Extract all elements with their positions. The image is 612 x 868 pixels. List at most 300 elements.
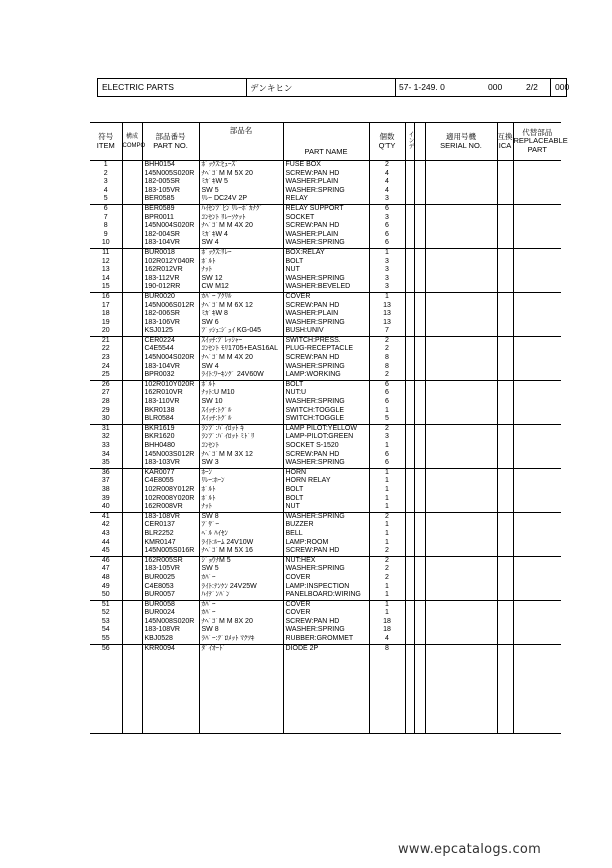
part-number: 183-105VR <box>142 565 199 574</box>
compo-cell <box>122 486 142 495</box>
serial-cell <box>425 503 497 512</box>
blank-cell <box>414 310 425 319</box>
replaceable-cell <box>513 644 561 653</box>
ica-cell <box>497 433 513 442</box>
replaceable-cell <box>513 292 561 301</box>
replaceable-cell <box>513 275 561 284</box>
part-name-jp: SW 4 <box>199 239 283 248</box>
replaceable-cell <box>513 574 561 583</box>
ica-cell <box>497 398 513 407</box>
replaceable-cell <box>513 258 561 267</box>
blank-cell <box>414 407 425 416</box>
compo-cell <box>122 231 142 240</box>
compo-cell <box>122 292 142 301</box>
replaceable-cell <box>513 512 561 521</box>
compo-cell <box>122 389 142 398</box>
part-number: 183-105VR <box>142 187 199 196</box>
page-number: 2/2 <box>526 82 538 92</box>
part-name: SCREW:PAN HD <box>283 302 369 311</box>
ica-cell <box>497 459 513 468</box>
item-number: 19 <box>101 318 110 326</box>
ica-cell <box>497 363 513 372</box>
replaceable-cell <box>513 591 561 600</box>
blank-cell <box>414 214 425 223</box>
part-name-jp: CW M12 <box>199 283 283 292</box>
part-name: SCREW:PAN HD <box>283 222 369 231</box>
part-name-jp: ﾅﾍﾞｺﾞM M 5X 16 <box>199 547 283 556</box>
replaceable-cell <box>513 354 561 363</box>
compo-cell <box>122 302 142 311</box>
replaceable-cell <box>513 336 561 345</box>
table-row <box>90 398 561 407</box>
part-name: LAMP:ROOM <box>283 539 369 548</box>
in-cell <box>405 371 414 380</box>
in-cell <box>405 547 414 556</box>
quantity: 3 <box>369 283 405 292</box>
part-name: SCREW:PAN HD <box>283 170 369 179</box>
blank-cell <box>199 653 283 734</box>
compo-cell <box>122 258 142 267</box>
replaceable-cell <box>513 283 561 292</box>
quantity: 2 <box>369 424 405 433</box>
in-cell <box>405 389 414 398</box>
part-name: BUSH:UNIV <box>283 327 369 336</box>
col-part-name-jp: 部品名 <box>199 123 283 161</box>
quantity: 6 <box>369 204 405 213</box>
part-name: BOX:RELAY <box>283 248 369 257</box>
in-cell <box>405 310 414 319</box>
ica-cell <box>497 539 513 548</box>
part-number: BKR0138 <box>142 407 199 416</box>
serial-cell <box>425 283 497 292</box>
part-name: WASHER:SPRING <box>283 319 369 328</box>
in-cell <box>405 248 414 257</box>
blank-cell <box>414 170 425 179</box>
part-number: 162R010VR <box>142 389 199 398</box>
item-number: 18 <box>101 310 110 318</box>
part-name-jp: ﾅｯﾄ <box>199 503 283 512</box>
blank-cell <box>414 459 425 468</box>
quantity: 6 <box>369 389 405 398</box>
table-row <box>90 591 561 600</box>
in-cell <box>405 239 414 248</box>
replaceable-cell <box>513 380 561 389</box>
compo-cell <box>122 530 142 539</box>
compo-cell <box>122 407 142 416</box>
quantity: 3 <box>369 214 405 223</box>
replaceable-cell <box>513 187 561 196</box>
ica-cell <box>497 565 513 574</box>
col-part-name: PART NAME <box>283 123 369 161</box>
serial-cell <box>425 302 497 311</box>
in-cell <box>405 283 414 292</box>
in-cell <box>405 187 414 196</box>
compo-cell <box>122 222 142 231</box>
serial-cell <box>425 635 497 644</box>
compo-cell <box>122 626 142 635</box>
compo-cell <box>122 521 142 530</box>
part-name-jp: ﾘﾚｰ DC24V 2P <box>199 195 283 204</box>
part-name: BOLT <box>283 258 369 267</box>
blank-cell <box>414 556 425 565</box>
part-name: RELAY SUPPORT <box>283 204 369 213</box>
serial-cell <box>425 214 497 223</box>
compo-cell <box>122 609 142 618</box>
replaceable-cell <box>513 222 561 231</box>
blank-cell <box>414 495 425 504</box>
item-number: 23 <box>101 354 110 362</box>
part-number: 183-103VR <box>142 459 199 468</box>
replaceable-cell <box>513 495 561 504</box>
serial-cell <box>425 380 497 389</box>
serial-cell <box>425 239 497 248</box>
table-row <box>90 626 561 635</box>
part-name: LAMP:INSPECTION <box>283 583 369 592</box>
part-name-jp: ﾘﾚｰ:ﾎｰﾝ <box>199 477 283 486</box>
table-row <box>90 345 561 354</box>
blank-cell <box>414 161 425 170</box>
table-row <box>90 222 561 231</box>
in-cell <box>405 530 414 539</box>
part-name: LAMP PILOT:YELLOW <box>283 424 369 433</box>
part-number: 183-108VR <box>142 512 199 521</box>
ica-cell <box>497 618 513 627</box>
table-row <box>90 539 561 548</box>
compo-cell <box>122 170 142 179</box>
table-row <box>90 442 561 451</box>
table-row <box>90 248 561 257</box>
replaceable-cell <box>513 626 561 635</box>
quantity: 1 <box>369 407 405 416</box>
revision: 000 <box>488 82 503 92</box>
blank-cell <box>90 653 122 734</box>
ica-cell <box>497 345 513 354</box>
in-cell <box>405 178 414 187</box>
table-row <box>90 512 561 521</box>
part-number: CER0224 <box>142 336 199 345</box>
replaceable-cell <box>513 266 561 275</box>
blank-cell <box>414 618 425 627</box>
part-name-jp: ﾅﾍﾞｺﾞM M 4X 20 <box>199 354 283 363</box>
item-number: 42 <box>101 521 110 529</box>
item-number: 31 <box>90 424 122 433</box>
quantity: 6 <box>369 451 405 460</box>
ica-cell <box>497 258 513 267</box>
ica-cell <box>497 415 513 424</box>
part-name-jp: SW 12 <box>199 275 283 284</box>
compo-cell <box>122 618 142 627</box>
blank-cell <box>414 398 425 407</box>
ica-cell <box>497 371 513 380</box>
quantity: 3 <box>369 258 405 267</box>
table-row <box>90 618 561 627</box>
serial-cell <box>425 161 497 170</box>
part-name: SCREW:PAN HD <box>283 354 369 363</box>
part-name: BELL <box>283 530 369 539</box>
in-cell <box>405 600 414 609</box>
in-cell <box>405 195 414 204</box>
part-number: 145N003S012R <box>142 451 199 460</box>
serial-cell <box>425 565 497 574</box>
blank-cell <box>414 424 425 433</box>
serial-cell <box>425 530 497 539</box>
blank-cell <box>414 258 425 267</box>
quantity: 4 <box>369 635 405 644</box>
ica-cell <box>497 468 513 477</box>
blank-cell <box>414 653 425 734</box>
table-row <box>90 644 561 653</box>
part-name: BOLT <box>283 486 369 495</box>
blank-cell <box>414 600 425 609</box>
part-name: LAMP-PILOT:GREEN <box>283 433 369 442</box>
item-number: 28 <box>101 398 110 406</box>
replaceable-cell <box>513 556 561 565</box>
part-name-jp: ﾅﾍﾞｺﾞM M 4X 20 <box>199 222 283 231</box>
serial-cell <box>425 389 497 398</box>
part-name-jp: ｶﾊﾞｰ <box>199 600 283 609</box>
part-number: 145N008S020R <box>142 618 199 627</box>
part-name: SWITCH:TOGGLE <box>283 415 369 424</box>
col-serial: 適用号機 SERIAL NO. <box>425 123 497 161</box>
ica-cell <box>497 442 513 451</box>
part-number: KRR0094 <box>142 644 199 653</box>
serial-cell <box>425 583 497 592</box>
table-row <box>90 310 561 319</box>
table-row <box>90 530 561 539</box>
part-number: 162R005SR <box>142 556 199 565</box>
part-number: 145N004S020R <box>142 222 199 231</box>
compo-cell <box>122 275 142 284</box>
quantity: 13 <box>369 302 405 311</box>
replaceable-cell <box>513 363 561 372</box>
ica-cell <box>497 266 513 275</box>
ica-cell <box>497 486 513 495</box>
compo-cell <box>122 398 142 407</box>
compo-cell <box>122 433 142 442</box>
in-cell <box>405 170 414 179</box>
serial-cell <box>425 310 497 319</box>
part-name-jp: ｺﾝｾﾝﾄ <box>199 442 283 451</box>
part-name-jp: ﾊｲｾﾝﾌﾞﾋﾝ ﾘﾚｰﾎﾞｶﾅｸﾞ <box>199 204 283 213</box>
part-number: 145N005S016R <box>142 547 199 556</box>
replaceable-cell <box>513 451 561 460</box>
part-name: SWITCH:PRESS. <box>283 336 369 345</box>
blank-cell <box>414 248 425 257</box>
item-number: 38 <box>101 485 110 493</box>
ica-cell <box>497 283 513 292</box>
quantity: 8 <box>369 363 405 372</box>
part-name: SOCKET S-1520 <box>283 442 369 451</box>
replaceable-cell <box>513 468 561 477</box>
in-cell <box>405 398 414 407</box>
quantity: 8 <box>369 354 405 363</box>
table-row <box>90 415 561 424</box>
replaceable-cell <box>513 424 561 433</box>
in-cell <box>405 539 414 548</box>
blank-cell <box>497 653 513 734</box>
compo-cell <box>122 574 142 583</box>
replaceable-cell <box>513 635 561 644</box>
item-number: 24 <box>101 362 110 370</box>
table-row <box>90 451 561 460</box>
table-row <box>90 503 561 512</box>
table-row <box>90 486 561 495</box>
item-number: 43 <box>101 529 110 537</box>
blank-cell <box>414 389 425 398</box>
part-number: 162R012VR <box>142 266 199 275</box>
item-number: 7 <box>103 213 108 221</box>
quantity: 1 <box>369 248 405 257</box>
serial-cell <box>425 292 497 301</box>
ica-cell <box>497 336 513 345</box>
item-number: 27 <box>101 389 110 397</box>
blank-cell <box>414 477 425 486</box>
replaceable-cell <box>513 477 561 486</box>
item-number: 54 <box>101 626 110 634</box>
quantity: 8 <box>369 644 405 653</box>
blank-cell <box>414 521 425 530</box>
serial-cell <box>425 495 497 504</box>
replaceable-cell <box>513 565 561 574</box>
replaceable-cell <box>513 609 561 618</box>
item-number: 12 <box>101 257 110 265</box>
in-cell <box>405 583 414 592</box>
table-row <box>90 609 561 618</box>
ica-cell <box>497 451 513 460</box>
compo-cell <box>122 644 142 653</box>
ica-cell <box>497 302 513 311</box>
table-row <box>90 635 561 644</box>
in-cell <box>405 486 414 495</box>
item-number: 20 <box>101 327 110 335</box>
blank-cell <box>414 503 425 512</box>
item-number: 47 <box>101 565 110 573</box>
replaceable-cell <box>513 214 561 223</box>
item-number: 11 <box>90 248 122 257</box>
replaceable-cell <box>513 442 561 451</box>
quantity: 7 <box>369 327 405 336</box>
in-cell <box>405 292 414 301</box>
part-number: BUR0020 <box>142 292 199 301</box>
compo-cell <box>122 451 142 460</box>
part-name-jp: ｽｲｯﾁ:ﾄｸﾞﾙ <box>199 415 283 424</box>
blank-cell <box>414 486 425 495</box>
part-name-jp: ﾌﾞｯｼｭ:ｼﾞｭｲ KG-045 <box>199 327 283 336</box>
ica-cell <box>497 187 513 196</box>
replaceable-cell <box>513 547 561 556</box>
part-name: WASHER:PLAIN <box>283 231 369 240</box>
part-name-jp: ﾐｶﾞｷW 4 <box>199 231 283 240</box>
replaceable-cell <box>513 310 561 319</box>
replaceable-cell <box>513 178 561 187</box>
quantity: 1 <box>369 442 405 451</box>
quantity: 2 <box>369 371 405 380</box>
blank-cell <box>414 565 425 574</box>
serial-cell <box>425 451 497 460</box>
blank-cell <box>414 204 425 213</box>
part-name-jp: SW 4 <box>199 363 283 372</box>
compo-cell <box>122 327 142 336</box>
part-name: DIODE 2P <box>283 644 369 653</box>
replaceable-cell <box>513 407 561 416</box>
table-row <box>90 521 561 530</box>
in-cell <box>405 495 414 504</box>
part-name: WASHER:BEVELED <box>283 283 369 292</box>
ica-cell <box>497 380 513 389</box>
part-name: SWITCH:TOGGLE <box>283 407 369 416</box>
replaceable-cell <box>513 600 561 609</box>
table-row <box>90 302 561 311</box>
item-number: 1 <box>103 161 108 168</box>
in-cell <box>405 459 414 468</box>
blank-cell <box>414 468 425 477</box>
blank-cell <box>414 266 425 275</box>
part-number: 162R008VR <box>142 503 199 512</box>
part-name: BOLT <box>283 495 369 504</box>
ica-cell <box>497 310 513 319</box>
part-name: WASHER:SPRING <box>283 512 369 521</box>
quantity: 3 <box>369 433 405 442</box>
quantity: 1 <box>369 468 405 477</box>
part-name: SCREW:PAN HD <box>283 547 369 556</box>
ica-cell <box>497 635 513 644</box>
part-name-jp: ﾌﾞｻﾞｰ <box>199 521 283 530</box>
in-cell <box>405 319 414 328</box>
item-number: 34 <box>101 450 110 458</box>
in-cell <box>405 204 414 213</box>
part-number: C4E8053 <box>142 583 199 592</box>
blank-cell <box>414 433 425 442</box>
ica-cell <box>497 591 513 600</box>
compo-cell <box>122 187 142 196</box>
parts-table <box>90 122 568 734</box>
part-number: 102R012Y040R <box>142 258 199 267</box>
serial-cell <box>425 468 497 477</box>
part-name-jp: ﾗﾊﾞｰ:ｸﾞﾛﾒｯﾄ ﾏｸﾂｷ <box>199 635 283 644</box>
compo-cell <box>122 477 142 486</box>
table-row <box>90 214 561 223</box>
part-number: 183-112VR <box>142 275 199 284</box>
ica-cell <box>497 556 513 565</box>
quantity: 4 <box>369 178 405 187</box>
col-item: 符号 ITEM <box>90 123 122 161</box>
quantity: 3 <box>369 275 405 284</box>
part-name-jp: ﾗﾝﾌﾟ:ﾊﾟｲﾛｯﾄ ｷ <box>199 424 283 433</box>
blank-cell <box>414 222 425 231</box>
part-number: KMR0147 <box>142 539 199 548</box>
part-name: COVER <box>283 600 369 609</box>
blank-cell <box>414 626 425 635</box>
in-cell <box>405 415 414 424</box>
part-name-jp: ｶﾊﾞｰ ｱｸﾘﾙ <box>199 292 283 301</box>
compo-cell <box>122 495 142 504</box>
in-cell <box>405 222 414 231</box>
part-name-jp: SW 3 <box>199 459 283 468</box>
part-name-jp: ﾅﾍﾞｺﾞM M 3X 12 <box>199 451 283 460</box>
part-number: BUR0057 <box>142 591 199 600</box>
part-name: COVER <box>283 292 369 301</box>
blank-cell <box>414 539 425 548</box>
in-cell <box>405 512 414 521</box>
serial-cell <box>425 363 497 372</box>
part-number: BLR2252 <box>142 530 199 539</box>
replaceable-cell <box>513 195 561 204</box>
blank-cell <box>414 644 425 653</box>
part-number: CER0137 <box>142 521 199 530</box>
part-number: 183-104VR <box>142 239 199 248</box>
ica-cell <box>497 292 513 301</box>
watermark: www.epcatalogs.com <box>398 842 542 857</box>
